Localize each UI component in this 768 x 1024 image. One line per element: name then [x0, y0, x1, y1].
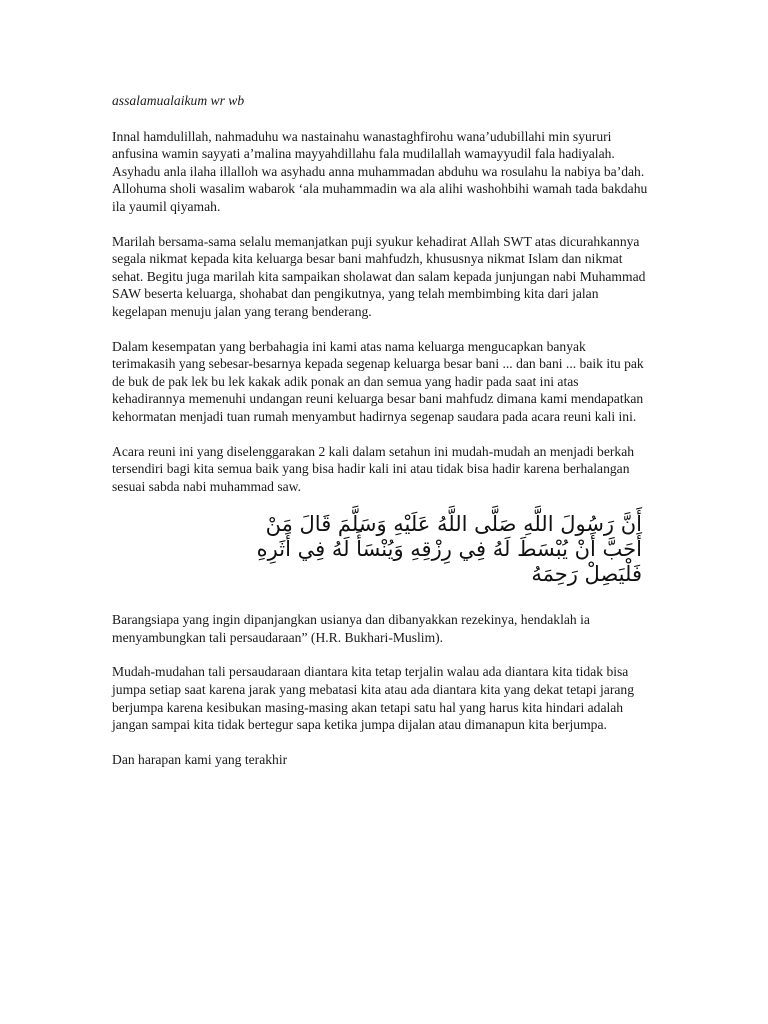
gratitude-paragraph: Marilah bersama-sama selalu memanjatkan puji syukur kehadirat Allah SWT atas dicurahkannya segala nikmat kepada kita keluarga besar bani mahfudzh, khususnya nikmat Islam dan nikmat sehat. Begitu juga marilah kita sampaikan sholawat dan salam kepada junjungan nabi Muhammad SAW beserta keluarga, shohabat dan pengikutnya, yang telah membimbing kita dari jalan kegelapan menuju jalan yang terang benderang.	[112, 233, 646, 319]
hadith-line: أَنَّ رَسُولَ اللَّهِ صَلَّى اللَّهُ عَلَيْهِ وَسَلَّمَ قَالَ مَنْ	[265, 512, 642, 537]
closing-paragraph: Dan harapan kami yang terakhir	[112, 751, 288, 767]
document-page	[112, 92, 652, 785]
opening-prayer-paragraph: Innal hamdulillah, nahmaduhu wa nastainahu wanastaghfirohu wana’udubillahi min syururi anfusina wamin sayyati a’malina mayyahdillahu fala mudilallah wamayyudil fala hadiyalah. Asyhadu anla ilaha illalloh wa asyhadu anna muhammadan abduhu wa rosulahu la nabiya ba’dah. Allohuma sholi wasalim wabarok ‘ala muhammadin wa ala alihi washohbihi wamah tada bakdahu ila yaumil qiyamah.	[112, 128, 648, 214]
hadith-line: فَلْيَصِلْ رَحِمَهُ	[531, 562, 642, 587]
hadith-arabic-quote	[112, 512, 642, 587]
reunion-paragraph: Acara reuni ini yang diselenggarakan 2 kali dalam setahun ini mudah-mudah an menjadi berkah tersendiri bagi kita semua baik yang bisa hadir kali ini atau tidak bisa hadir karena berhalangan sesuai sabda nabi muhammad saw.	[112, 443, 635, 494]
hadith-line: أَحَبَّ أَنْ يُبْسَطَ لَهُ فِي رِزْقِهِ وَيُنْسَأَ لَهُ فِي أَثَرِهِ	[256, 537, 642, 562]
greeting: assalamualaikum wr wb	[112, 93, 245, 108]
hadith-translation-paragraph: Barangsiapa yang ingin dipanjangkan usianya dan dibanyakkan rezekinya, hendaklah ia menyambungkan tali persaudaraan” (H.R. Bukhari-Muslim).	[112, 612, 590, 645]
brotherhood-paragraph: Mudah-mudahan tali persaudaraan diantara kita tetap terjalin walau ada diantara kita tidak bisa jumpa setiap saat karena jarak yang mebatasi kita atau ada diantara kita yang dekat tetapi jarang berjumpa karena kesibukan masing-masing akan tetapi satu hal yang harus kita hindari adalah jangan sampai kita tidak bertegur sapa ketika jumpa dijalan atau dimanapun kita berjumpa.	[112, 664, 634, 733]
thanks-paragraph: Dalam kesempatan yang berbahagia ini kami atas nama keluarga mengucapkan banyak terimakasih yang sebesar-besarnya kepada segenap keluarga besar bani ... dan bani ... baik itu pak de buk de pak lek bu lek kakak adik ponak an dan semua yang hadir pada saat ini atas kehadirannya memenuhi undangan reuni keluarga besar bani mahfudz dimana kami mendapatkan kehormatan menjadi tuan rumah menyambut hadirnya segenap saudara pada acara reuni kali ini.	[112, 338, 644, 424]
